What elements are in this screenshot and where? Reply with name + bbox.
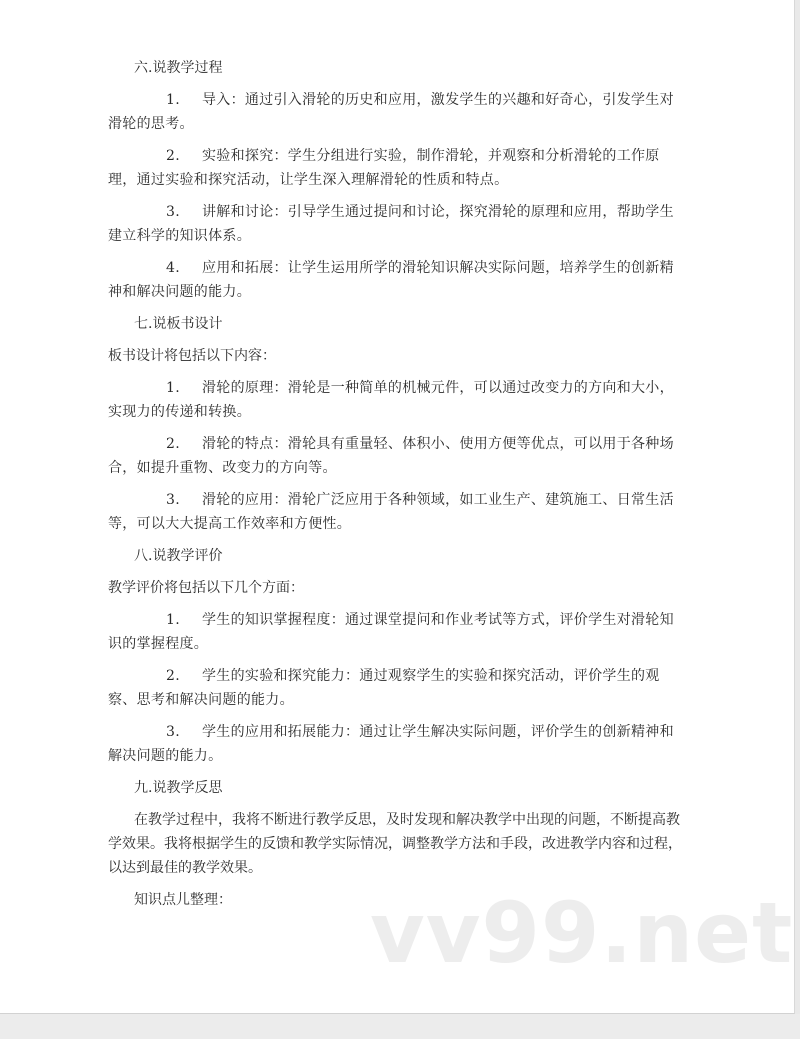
list-number: 2. [166, 668, 180, 684]
list-text: 导入：通过引入滑轮的历史和应用，激发学生的兴趣和好奇心，引发学生对滑轮的思考。 [108, 92, 674, 132]
list-number: 1. [166, 92, 180, 108]
list-item [108, 664, 688, 712]
list-item [108, 376, 688, 424]
reflection-paragraph: 在教学过程中，我将不断进行教学反思，及时发现和解决教学中出现的问题，不断提高教学效果。我将根据学生的反馈和教学实际情况，调整教学方法和手段，改进教学内容和过程，以达到最佳的教学效果。 [108, 812, 682, 876]
list-item [108, 88, 688, 136]
section-heading-teaching-process: 六.说教学过程 [134, 60, 223, 76]
list-item [108, 720, 688, 768]
section-intro: 教学评价将包括以下几个方面： [108, 580, 304, 596]
list-number: 3. [166, 204, 180, 220]
list-item [108, 608, 688, 656]
section-heading-teaching-evaluation: 八.说教学评价 [134, 548, 223, 564]
list-item [108, 256, 688, 304]
list-item [108, 488, 688, 536]
section-intro: 板书设计将包括以下内容： [108, 348, 276, 364]
page-gap [0, 1014, 800, 1039]
list-number: 4. [166, 260, 180, 276]
list-text: 滑轮的特点：滑轮具有重量轻、体积小、使用方便等优点，可以用于各种场合，如提升重物、改变力的方向等。 [108, 436, 674, 476]
list-number: 1. [166, 380, 180, 396]
section-heading-blackboard-design: 七.说板书设计 [134, 316, 223, 332]
list-number: 3. [166, 492, 180, 508]
document-content [108, 56, 688, 920]
list-text: 学生的应用和拓展能力：通过让学生解决实际问题，评价学生的创新精神和解决问题的能力。 [108, 724, 674, 764]
list-text: 学生的实验和探究能力：通过观察学生的实验和探究活动，评价学生的观察、思考和解决问题的能力。 [108, 668, 660, 708]
list-text: 学生的知识掌握程度：通过课堂提问和作业考试等方式，评价学生对滑轮知识的掌握程度。 [108, 612, 674, 652]
list-text: 实验和探究：学生分组进行实验，制作滑轮，并观察和分析滑轮的工作原理，通过实验和探究活动，让学生深入理解滑轮的性质和特点。 [108, 148, 660, 188]
list-number: 1. [166, 612, 180, 628]
list-text: 滑轮的原理：滑轮是一种简单的机械元件，可以通过改变力的方向和大小，实现力的传递和转换。 [108, 380, 674, 420]
list-text: 讲解和讨论：引导学生通过提问和讨论，探究滑轮的原理和应用，帮助学生建立科学的知识体系。 [108, 204, 674, 244]
knowledge-summary-label: 知识点儿整理： [134, 892, 232, 908]
section-heading-teaching-reflection: 九.说教学反思 [134, 780, 223, 796]
list-text: 滑轮的应用：滑轮广泛应用于各种领域，如工业生产、建筑施工、日常生活等，可以大大提高工作效率和方便性。 [108, 492, 674, 532]
list-text: 应用和拓展：让学生运用所学的滑轮知识解决实际问题，培养学生的创新精神和解决问题的能力。 [108, 260, 674, 300]
list-number: 2. [166, 148, 180, 164]
watermark-logo: vv99.net [370, 884, 794, 982]
list-item [108, 432, 688, 480]
list-item [108, 200, 688, 248]
list-item [108, 144, 688, 192]
list-number: 3. [166, 724, 180, 740]
list-number: 2. [166, 436, 180, 452]
